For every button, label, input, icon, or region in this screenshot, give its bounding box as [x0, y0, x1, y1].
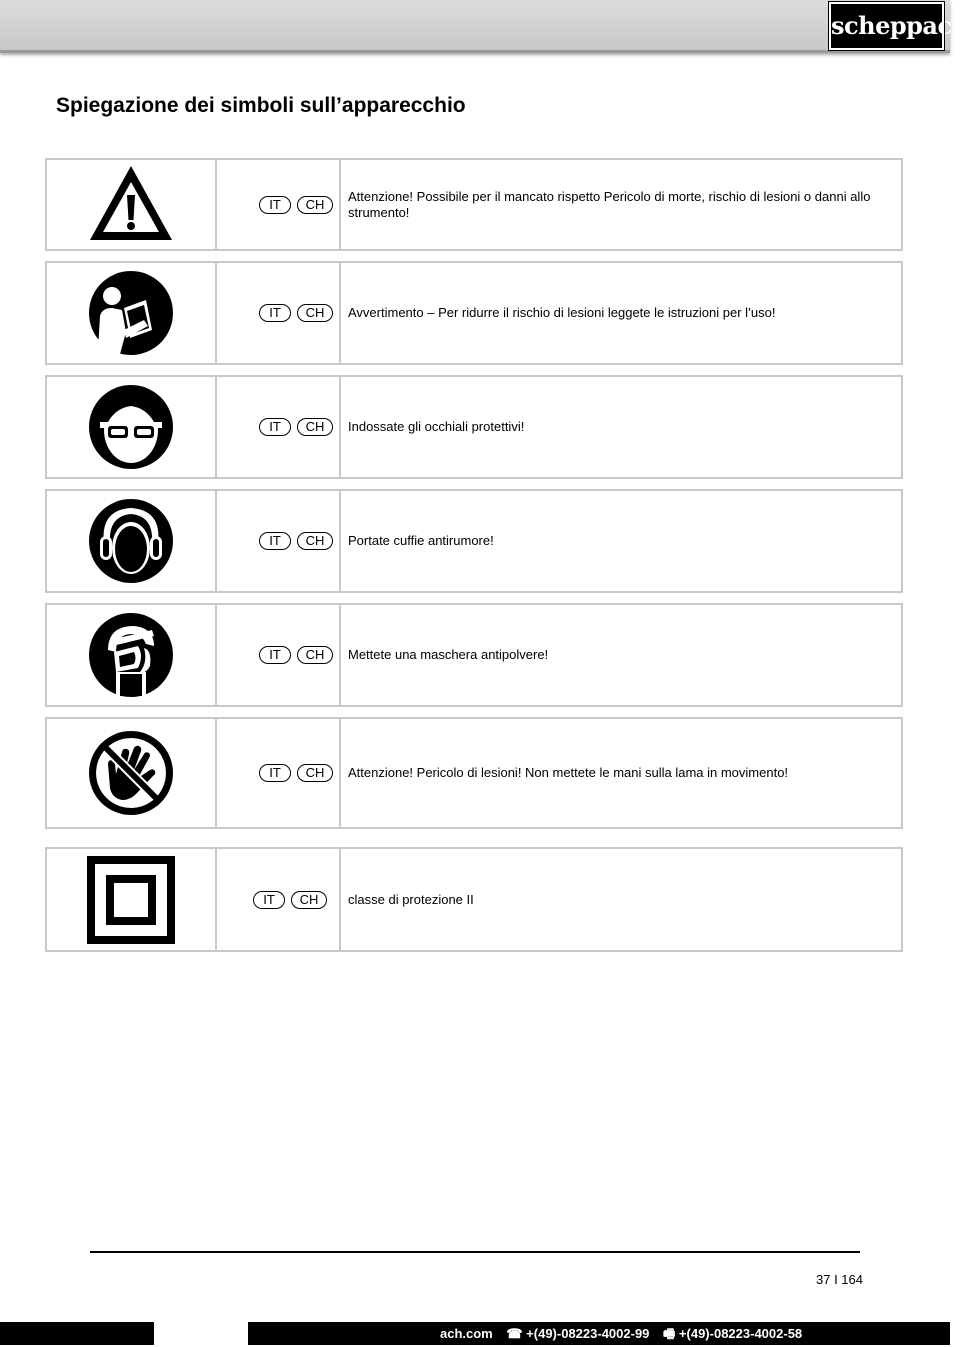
symbol-description: classe di protezione II	[348, 891, 474, 907]
lang-badge-ch: CH	[297, 532, 333, 550]
symbol-row-no-hands	[45, 717, 903, 829]
lang-badge-ch: CH	[297, 304, 333, 322]
symbol-description: Portate cuffie antirumore!	[348, 533, 494, 548]
ear-protection-icon	[86, 496, 176, 586]
symbol-description: Mettete una maschera antipolvere!	[348, 647, 549, 662]
no-hands-icon	[86, 728, 176, 818]
symbol-row-protection-class	[45, 847, 903, 952]
lang-badge-it: IT	[259, 646, 291, 664]
lang-badge-it: IT	[259, 196, 291, 214]
lang-badge-it: IT	[259, 532, 291, 550]
website-text: ach.com	[440, 1326, 493, 1341]
symbol-row-ear-protection	[45, 489, 903, 593]
header-bar	[0, 0, 969, 53]
lang-badge-ch: CH	[297, 646, 333, 664]
symbol-row-warning	[45, 158, 903, 251]
footer-divider	[90, 1251, 860, 1253]
symbol-description: Attenzione! Pericolo di lesioni! Non mettete le mani sulla lama in movimento!	[348, 765, 789, 780]
dust-mask-icon	[86, 610, 176, 700]
symbol-row-goggles	[45, 375, 903, 479]
page-number: 37 I 164	[816, 1272, 863, 1287]
lang-badge-ch: CH	[291, 891, 327, 909]
warning-triangle-icon	[86, 160, 176, 250]
phone-number: ☎ +(49)-08223-4002-99	[506, 1326, 650, 1341]
footer-contact-bar	[0, 1322, 950, 1345]
fax-number: 🖷 +(49)-08223-4002-58	[663, 1326, 803, 1341]
lang-badge-it: IT	[259, 418, 291, 436]
symbol-description: Avvertimento – Per ridurre il rischio di lesioni leggete le istruzioni per l’uso!	[348, 305, 776, 320]
lang-badge-ch: CH	[297, 418, 333, 436]
safety-goggles-icon	[86, 382, 176, 472]
lang-badge-ch: CH	[297, 196, 333, 214]
lang-badge-it: IT	[253, 891, 285, 909]
lang-badge-it: IT	[259, 764, 291, 782]
protection-class-ii-icon	[86, 855, 176, 945]
read-manual-icon	[86, 268, 176, 358]
symbol-description: Indossate gli occhiali protettivi!	[348, 419, 525, 434]
symbol-row-read-manual	[45, 261, 903, 365]
scheppach-logo: scheppach	[829, 2, 944, 50]
lang-badge-ch: CH	[297, 764, 333, 782]
lang-badge-it: IT	[259, 304, 291, 322]
symbol-row-dust-mask	[45, 603, 903, 707]
page-title: Spiegazione dei simboli sull’apparecchio	[56, 94, 466, 117]
symbol-description: Attenzione! Possibile per il mancato rispetto Pericolo di morte, rischio di lesioni o danni allo strumento!	[348, 188, 871, 220]
